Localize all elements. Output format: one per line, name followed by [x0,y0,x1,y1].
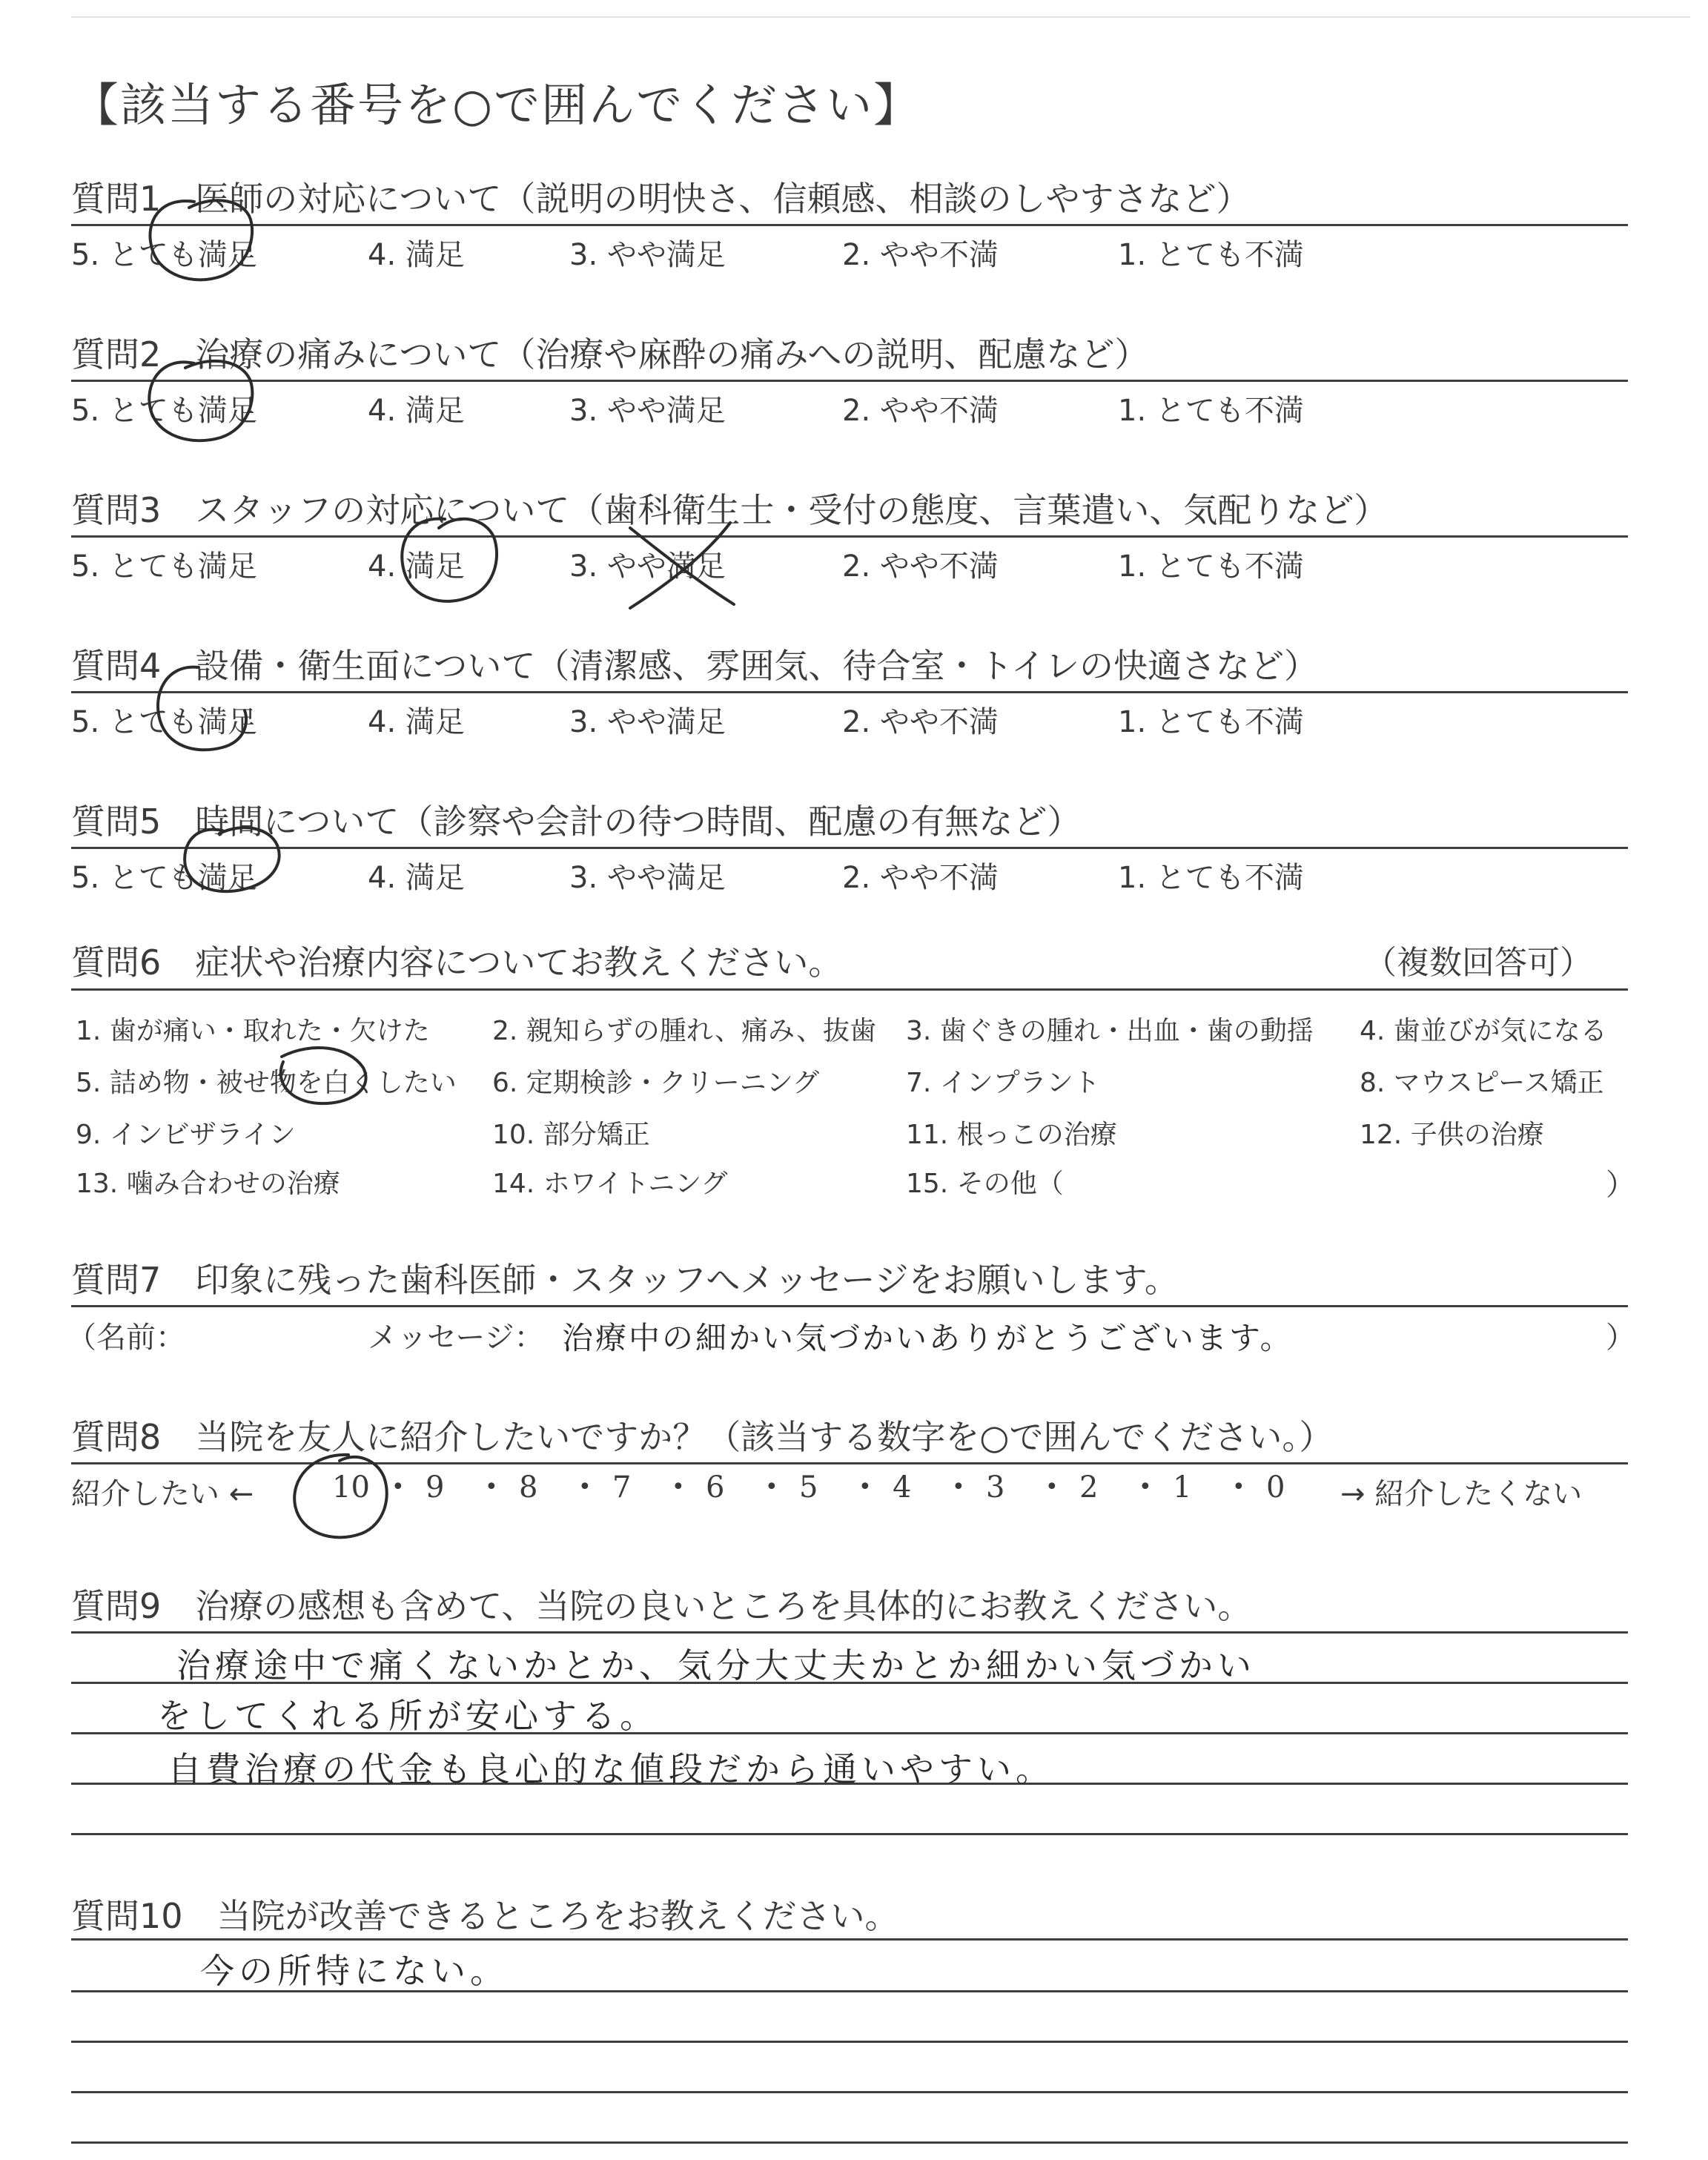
q6-option-6[interactable]: 6. 定期検診・クリーニング [492,1068,820,1098]
q8-left-label: 紹介したい ← [71,1477,254,1511]
q6-other-close: ） [1606,1168,1635,1202]
q6-option-3[interactable]: 3. 歯ぐきの腫れ・出血・歯の動揺 [906,1016,1314,1046]
q10-rule-3 [71,2041,1628,2043]
q4-title: 質問4 設備・衛生面について（清潔感、雰囲気、待合室・トイレの快適さなど） [71,646,1319,686]
q5-option-2[interactable]: 2. やや不満 [842,861,999,895]
q2-option-5[interactable]: 5. とても満足 [71,394,257,428]
q8-scale-separator: • [1045,1474,1059,1500]
q9-answer-line-2: をしてくれる所が安心する。 [157,1696,658,1736]
top-rule [71,16,1690,18]
q1-option-1[interactable]: 1. とても不満 [1118,238,1304,272]
q4-rule [71,691,1628,693]
q10-rule-5 [71,2141,1628,2144]
q1-option-2[interactable]: 2. やや不満 [842,238,999,272]
q5-rule [71,847,1628,849]
q9-title: 質問9 治療の感想も含めて、当院の良いところを具体的にお教えください。 [71,1586,1252,1626]
q8-scale-6[interactable]: 6 [706,1470,725,1505]
q5-option-3[interactable]: 3. やや満足 [569,861,726,895]
q10-rule-1 [71,1938,1628,1941]
q6-option-7[interactable]: 7. インプラント [906,1068,1100,1098]
q6-rule [71,988,1628,991]
q8-scale-separator: • [578,1474,592,1500]
q8-scale-2[interactable]: 2 [1079,1470,1099,1505]
survey-heading: 【該当する番号を○で囲んでください】 [73,78,921,132]
q7-message-label: メッセージ： [368,1321,544,1355]
q6-multiple-note: （複数回答可） [1364,944,1592,982]
q9-rule-1 [71,1631,1628,1634]
q5-option-1[interactable]: 1. とても不満 [1118,861,1304,895]
q4-option-3[interactable]: 3. やや満足 [569,705,726,739]
q6-option-9[interactable]: 9. インビザライン [76,1120,296,1150]
q3-option-5[interactable]: 5. とても満足 [71,549,257,584]
q3-option-2[interactable]: 2. やや不満 [842,549,999,584]
q2-option-4[interactable]: 4. 満足 [368,394,465,428]
q6-option-12[interactable]: 12. 子供の治療 [1360,1120,1544,1150]
q3-option-3[interactable]: 3. やや満足 [569,549,726,584]
q6-option-8[interactable]: 8. マウスピース矯正 [1360,1068,1604,1098]
q2-option-1[interactable]: 1. とても不満 [1118,394,1304,428]
q4-option-1[interactable]: 1. とても不満 [1118,705,1304,739]
q2-title: 質問2 治療の痛みについて（治療や麻酔の痛みへの説明、配慮など） [71,334,1149,374]
q3-option-1[interactable]: 1. とても不満 [1118,549,1304,584]
q8-scale-separator: • [485,1474,498,1500]
q8-scale-8[interactable]: 8 [519,1470,538,1505]
q9-answer-line-3: 自費治療の代金も良心的な値段だから通いやすい。 [168,1749,1054,1789]
q6-option-15[interactable]: 15. その他（ [906,1169,1064,1199]
q1-title: 質問1 医師の対応について（説明の明快さ、信頼感、相談のしやすさなど） [71,179,1251,219]
q6-option-10[interactable]: 10. 部分矯正 [492,1120,650,1150]
q6-option-4[interactable]: 4. 歯並びが気になる [1360,1016,1607,1046]
q8-scale-separator: • [765,1474,778,1500]
q6-option-11[interactable]: 11. 根っこの治療 [906,1120,1117,1150]
q8-scale-separator: • [1232,1474,1245,1500]
q6-option-14[interactable]: 14. ホワイトニング [492,1169,728,1199]
q8-title: 質問8 当院を友人に紹介したいですか？（該当する数字を○で囲んでください。） [71,1417,1334,1457]
q8-scale-1[interactable]: 1 [1173,1470,1192,1505]
q7-close: ） [1606,1321,1635,1355]
q8-scale-3[interactable]: 3 [986,1470,1005,1505]
q8-right-label: → 紹介したくない [1340,1477,1583,1511]
q4-option-5[interactable]: 5. とても満足 [71,705,257,739]
q8-scale-separator: • [391,1474,405,1500]
q8-scale-separator: • [858,1474,872,1500]
q4-option-2[interactable]: 2. やや不満 [842,705,999,739]
q6-option-5[interactable]: 5. 詰め物・被せ物を白くしたい [76,1068,457,1098]
q4-option-4[interactable]: 4. 満足 [368,705,465,739]
q8-rule [71,1462,1628,1464]
q8-scale-9[interactable]: 9 [426,1470,445,1505]
q1-rule [71,224,1628,226]
q8-scale-5[interactable]: 5 [799,1470,818,1505]
q7-rule [71,1305,1628,1307]
q3-option-4[interactable]: 4. 満足 [368,549,465,584]
q10-answer-line-1: 今の所特にない。 [200,1951,509,1991]
q2-option-3[interactable]: 3. やや満足 [569,394,726,428]
q1-option-4[interactable]: 4. 満足 [368,238,465,272]
q9-answer-line-1: 治療途中で痛くないかとか、気分大丈夫かとか細かい気づかい [176,1645,1256,1685]
q6-option-2[interactable]: 2. 親知らずの腫れ、痛み、抜歯 [492,1016,877,1046]
q3-rule [71,535,1628,538]
q1-option-3[interactable]: 3. やや満足 [569,238,726,272]
q5-option-4[interactable]: 4. 満足 [368,861,465,895]
q10-title: 質問10 当院が改善できるところをお教えください。 [71,1896,899,1936]
q8-scale-7[interactable]: 7 [612,1470,632,1505]
q3-title: 質問3 スタッフの対応について（歯科衛生士・受付の態度、言葉遣い、気配りなど） [71,490,1388,530]
q5-option-5[interactable]: 5. とても満足 [71,861,257,895]
q8-scale-0[interactable]: 0 [1266,1470,1285,1505]
q5-title: 質問5 時間について（診察や会計の待つ時間、配慮の有無など） [71,802,1082,842]
q6-option-1[interactable]: 1. 歯が痛い・取れた・欠けた [76,1016,430,1046]
q2-option-2[interactable]: 2. やや不満 [842,394,999,428]
q7-message: 治療中の細かい気づかいありがとうございます。 [562,1320,1294,1356]
q10-rule-4 [71,2091,1628,2093]
q6-option-13[interactable]: 13. 噛み合わせの治療 [76,1169,340,1199]
q8-scale-10[interactable]: 10 [332,1470,370,1505]
q1-option-5[interactable]: 5. とても満足 [71,238,257,272]
q6-title: 質問6 症状や治療内容についてお教えください。 [71,942,843,982]
q8-scale-separator: • [952,1474,965,1500]
q8-scale-separator: • [1139,1474,1152,1500]
q8-scale-separator: • [672,1474,685,1500]
q2-rule [71,380,1628,382]
q7-name-label: （名前： [67,1321,185,1355]
q8-scale-4[interactable]: 4 [893,1470,912,1505]
q7-title: 質問7 印象に残った歯科医師・スタッフへメッセージをお願いします。 [71,1260,1179,1300]
q9-rule-5 [71,1833,1628,1835]
